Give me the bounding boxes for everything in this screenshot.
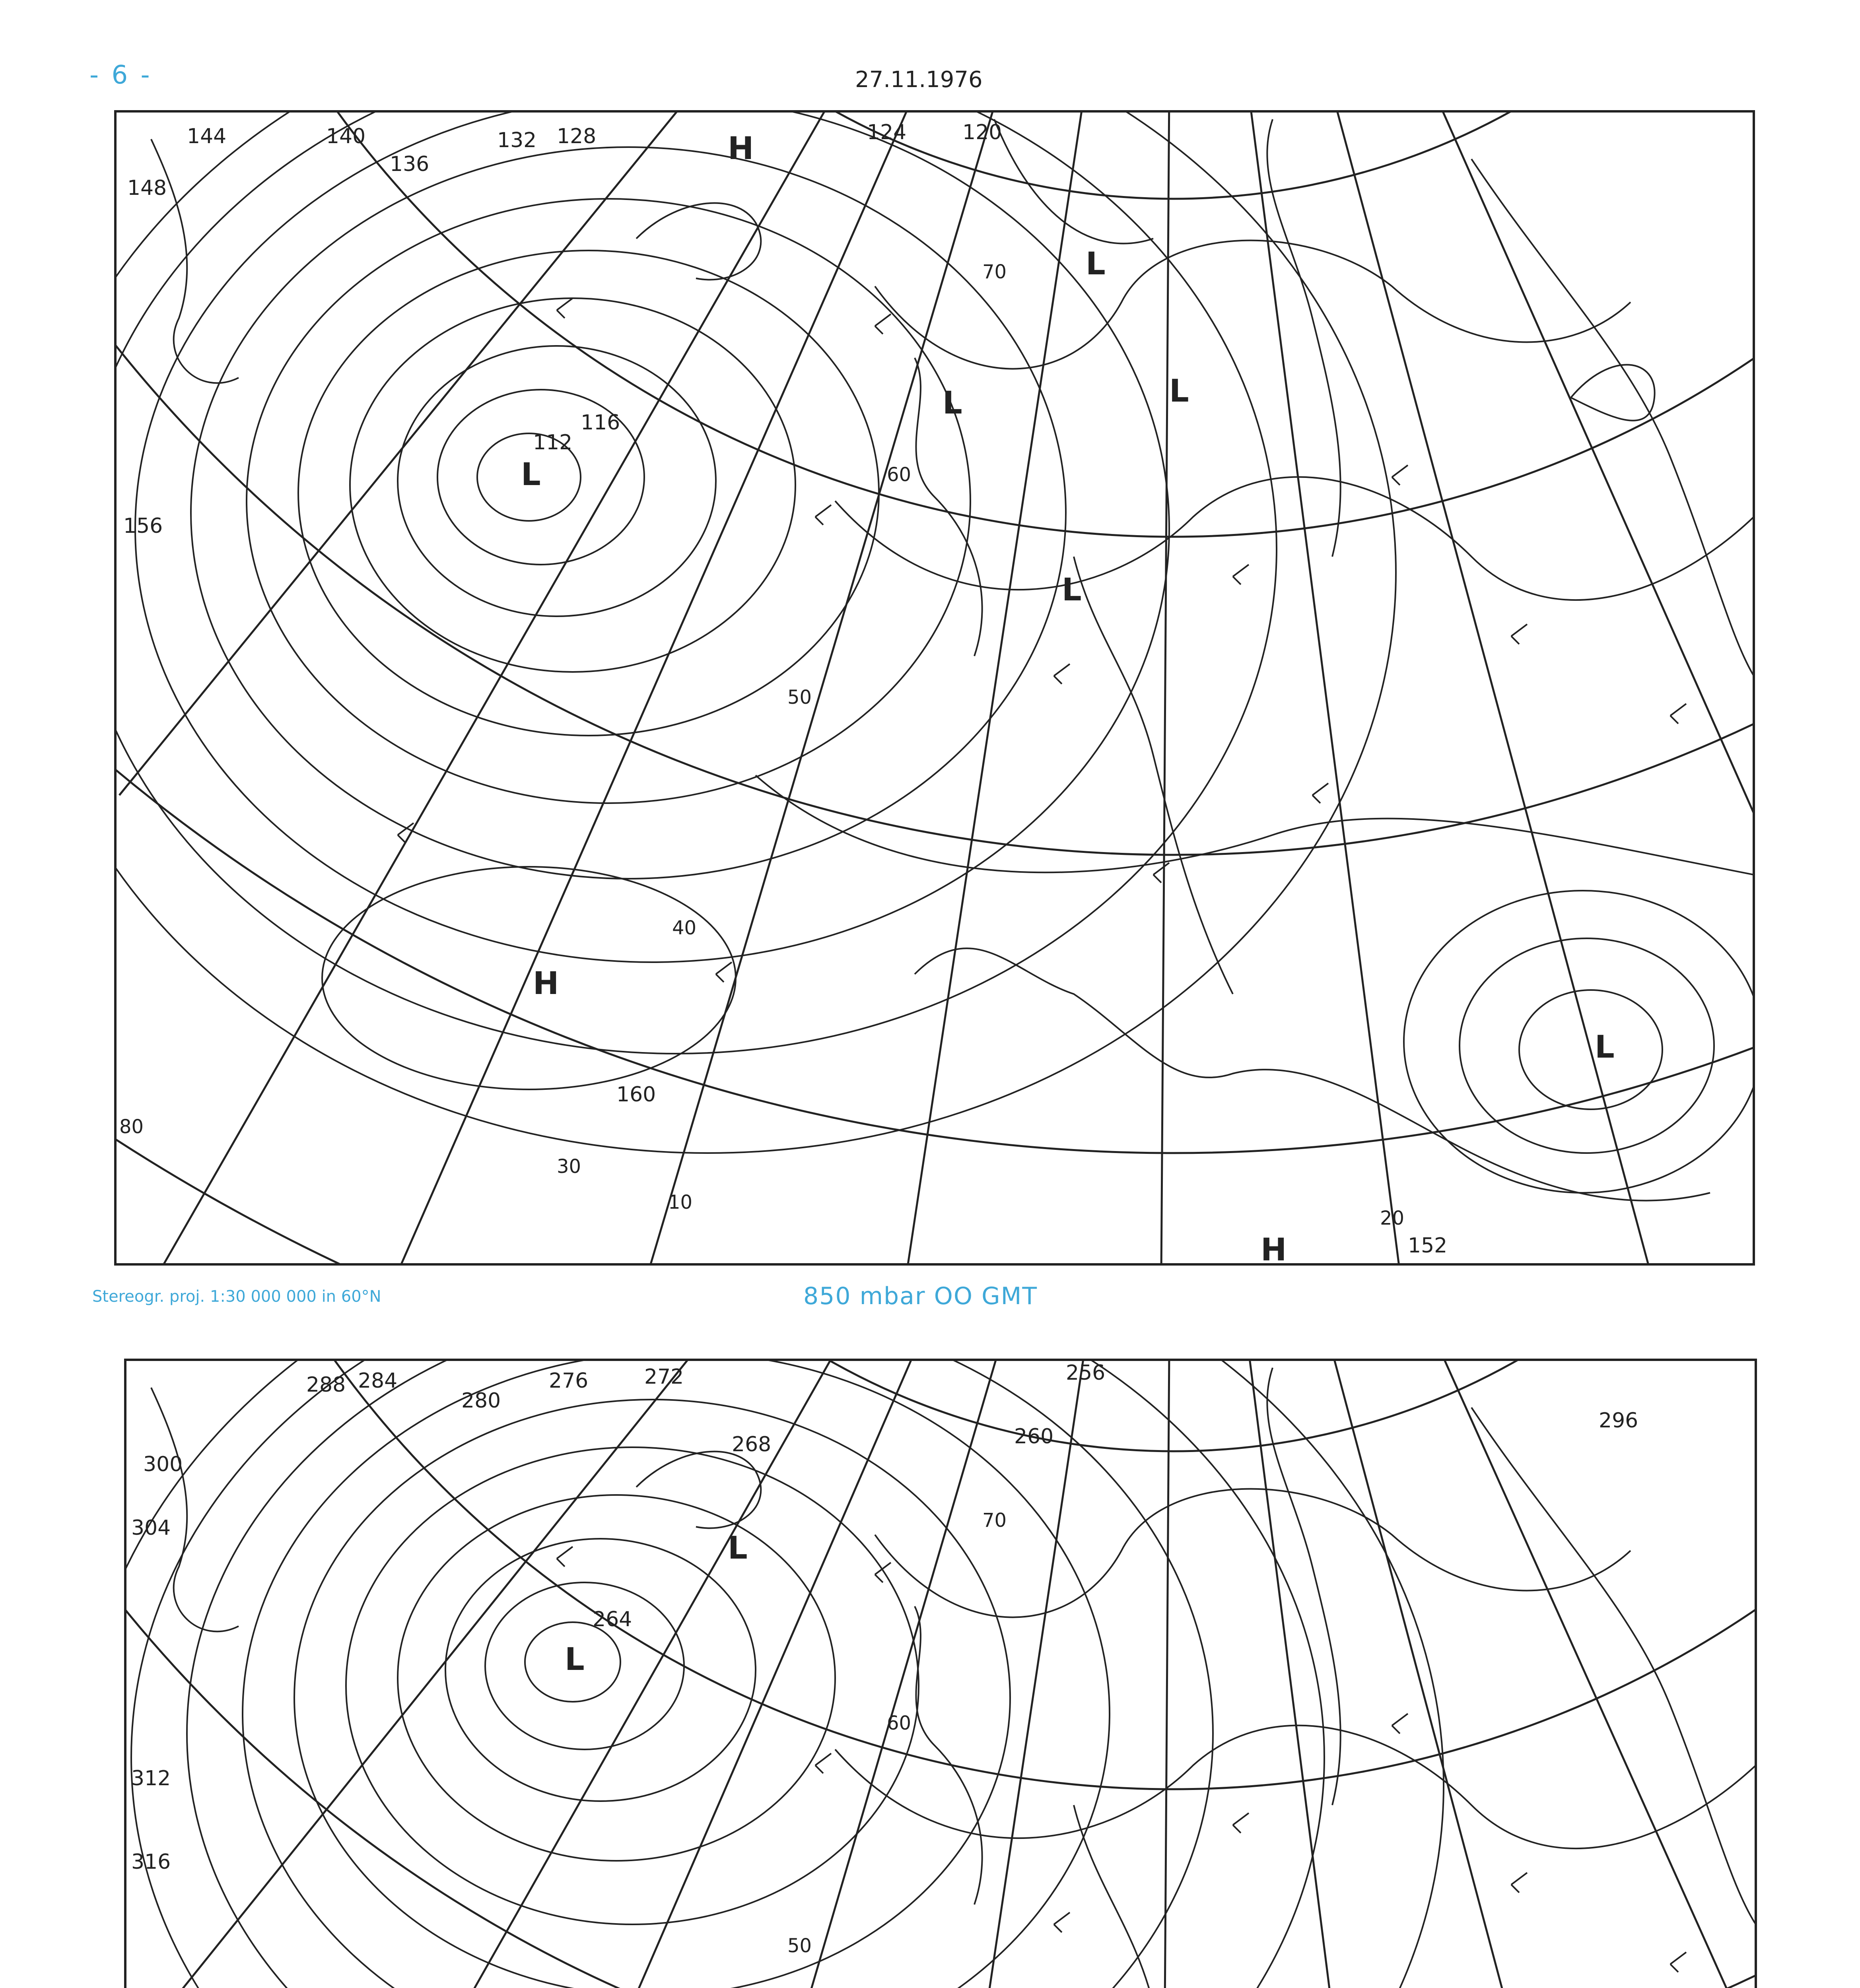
pressure-system-marker: L bbox=[1062, 572, 1082, 608]
contour-label: 144 bbox=[187, 124, 227, 148]
grid-label: 20 bbox=[1380, 1207, 1405, 1229]
contour-label: 284 bbox=[358, 1369, 398, 1393]
contour-label: 156 bbox=[123, 514, 163, 538]
contour-label: 304 bbox=[131, 1516, 171, 1540]
contour-label: 256 bbox=[1066, 1361, 1106, 1385]
contour-label: 312 bbox=[131, 1767, 171, 1790]
contour-label: 152 bbox=[1408, 1234, 1448, 1258]
contour-label: 280 bbox=[461, 1389, 501, 1413]
contours-flow bbox=[756, 119, 1754, 875]
contour-label: 260 bbox=[1014, 1425, 1054, 1448]
pressure-system-marker: H bbox=[1261, 1232, 1287, 1268]
grid-label: 80 bbox=[119, 1116, 144, 1138]
pressure-system-marker: L bbox=[1169, 373, 1189, 409]
contour-label: 124 bbox=[867, 120, 907, 144]
contour-labels-700 bbox=[131, 1361, 1638, 1988]
contours-flow bbox=[756, 1408, 1756, 1988]
pressure-system-marker: L bbox=[728, 1530, 748, 1566]
contour-label: 316 bbox=[131, 1850, 171, 1874]
map-700mbar-chart bbox=[0, 1312, 1860, 1988]
contour-label: 132 bbox=[497, 128, 537, 152]
contour-label: 276 bbox=[549, 1369, 589, 1393]
pressure-system-marker: L bbox=[1595, 1029, 1615, 1065]
grid-labels-850 bbox=[119, 261, 1404, 1229]
projection-note: Stereogr. proj. 1:30 000 000 in 60°N bbox=[92, 1287, 381, 1306]
contour-label: 120 bbox=[962, 120, 1002, 144]
pressure-system-marker: H bbox=[728, 131, 754, 167]
pressure-system-marker: H bbox=[533, 966, 559, 1002]
contour-label: 268 bbox=[732, 1433, 772, 1456]
caption-850mbar: 850 mbar OO GMT bbox=[803, 1282, 1038, 1310]
chart-date: 27.11.1976 bbox=[855, 67, 983, 93]
contour-label: 140 bbox=[326, 124, 366, 148]
contour-label: 272 bbox=[644, 1365, 684, 1389]
contours-eastern-low bbox=[1404, 891, 1762, 1193]
contour-label: 300 bbox=[143, 1452, 183, 1476]
grid-label: 30 bbox=[557, 1155, 581, 1178]
contour-label: 148 bbox=[127, 176, 167, 200]
grid-label: 70 bbox=[982, 1509, 1007, 1532]
page-number: - 6 - bbox=[89, 60, 152, 90]
contour-label: 296 bbox=[1599, 1409, 1638, 1433]
contour-labels-850 bbox=[123, 120, 1447, 1258]
pressure-system-marker: L bbox=[565, 1642, 585, 1677]
grid-label: 10 bbox=[668, 1191, 693, 1213]
map-700mbar bbox=[0, 1312, 1860, 1988]
grid-label: 60 bbox=[887, 464, 912, 486]
contours-atlantic-low bbox=[76, 1312, 1444, 1988]
contour-label: 136 bbox=[390, 152, 430, 176]
grid-label: 60 bbox=[887, 1712, 912, 1734]
map-frame bbox=[125, 1360, 1756, 1988]
coastlines bbox=[151, 119, 1710, 1201]
contour-label: 112 bbox=[533, 431, 573, 454]
grid-labels-700 bbox=[119, 1509, 1404, 1988]
contour-label: 160 bbox=[616, 1083, 656, 1107]
contour-label: 264 bbox=[593, 1607, 632, 1631]
meridians bbox=[119, 0, 1860, 1272]
contour-label: 116 bbox=[581, 411, 620, 435]
contours-atlantic-low bbox=[20, 0, 1396, 1153]
pressure-system-marker: L bbox=[521, 457, 541, 493]
pressure-system-marker: L bbox=[943, 385, 962, 421]
contour-label: 288 bbox=[306, 1373, 346, 1397]
grid-label: 40 bbox=[672, 917, 697, 939]
pressure-systems-850 bbox=[521, 131, 1615, 1268]
pressure-system-marker: L bbox=[1086, 246, 1106, 282]
contour-label: 128 bbox=[557, 124, 597, 148]
grid-label: 50 bbox=[787, 1935, 812, 1957]
grid-label: 70 bbox=[982, 261, 1007, 283]
grid-label: 50 bbox=[787, 686, 812, 709]
